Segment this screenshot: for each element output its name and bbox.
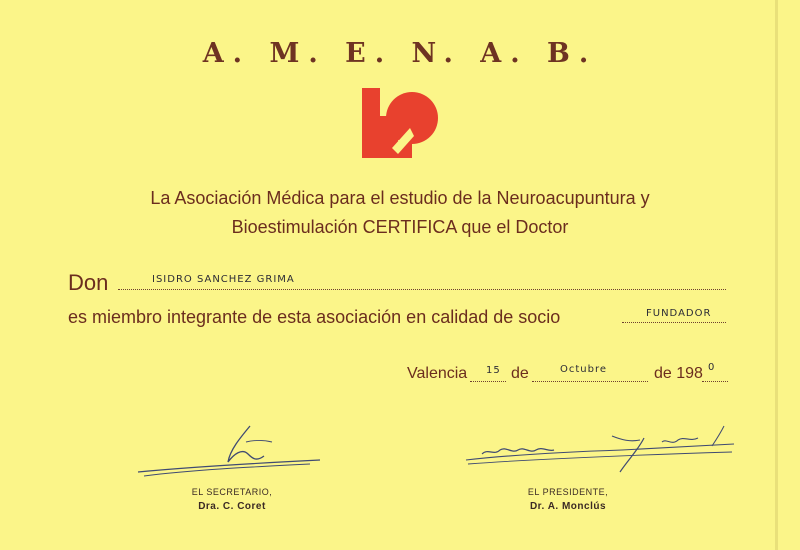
membership-type: FUNDADOR xyxy=(646,308,712,319)
statement-line-1: La Asociación Médica para el estudio de la Neuroacupuntura y xyxy=(150,188,650,208)
organization-title: A. M. E. N. A. B. xyxy=(202,38,598,69)
organization-logo-icon xyxy=(362,88,438,158)
date-city: Valencia xyxy=(407,365,468,382)
secretary-signature xyxy=(130,420,330,480)
date-connector-2: de 198 xyxy=(654,365,703,382)
date-day: 15 xyxy=(486,365,501,376)
date-month-line xyxy=(532,381,648,382)
secretary-role: EL SECRETARIO, xyxy=(191,487,273,497)
recipient-name-line xyxy=(118,289,726,290)
president-role: EL PRESIDENTE, xyxy=(527,487,609,497)
statement-line-2: Bioestimulación CERTIFICA que el Doctor xyxy=(231,217,569,237)
president-signature xyxy=(462,420,742,480)
membership-text: es miembro integrante de esta asociación en calidad de socio xyxy=(68,307,561,327)
secretary-name: Dra. C. Coret xyxy=(198,501,266,512)
date-month: Octubre xyxy=(560,364,608,375)
date-connector-1: de xyxy=(511,365,529,382)
date-day-line xyxy=(470,381,506,382)
paper-edge xyxy=(775,0,778,550)
recipient-label: Don xyxy=(68,270,109,295)
date-year-line xyxy=(702,381,728,382)
date-year-digit: 0 xyxy=(708,362,716,373)
president-name: Dr. A. Monclús xyxy=(529,501,607,512)
membership-type-line xyxy=(622,322,726,323)
recipient-name: ISIDRO SANCHEZ GRIMA xyxy=(152,274,295,285)
